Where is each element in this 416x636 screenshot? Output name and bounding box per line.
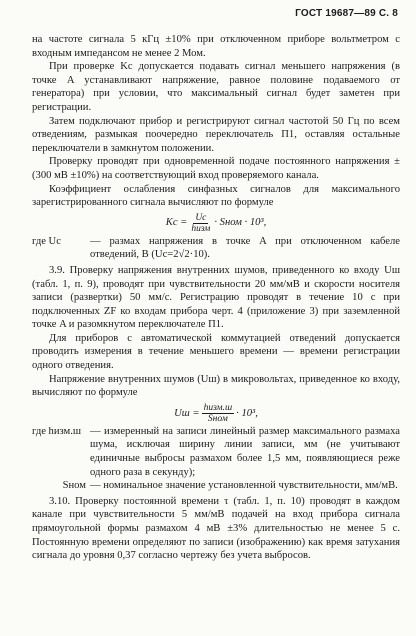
formula-ks-denominator: hизм xyxy=(191,223,211,234)
formula-ush-lhs: Uш = xyxy=(174,407,200,419)
paragraph-3: Затем подключают прибор и регистрируют сигнал частотой 50 Гц по всем отведениям, размыкая поочередно переключатель П1, оставляя остальные переключатели в замкнутом положении. xyxy=(32,115,400,154)
paragraph-1: на частоте сигнала 5 кГц ±10% при отключенном приборе вольтметром с входным импедансом не менее 2 Мом. xyxy=(32,34,400,59)
formula-ks xyxy=(32,213,400,234)
definition-snom-desc: — номинальное значение установленной чувствительности, мм/мВ. xyxy=(90,480,398,492)
formula-ks-fraction xyxy=(189,213,212,234)
formula-ks-rhs: · Sном · 10³, xyxy=(214,217,267,229)
paragraph-5: Коэффициент ослабления синфазных сигналов для максимального зарегистрированного сигнала вычисляют по формуле xyxy=(32,183,400,209)
definition-snom-term: Sном xyxy=(62,480,86,492)
paragraph-2: При проверке Kс допускается подавать сигнал меньшего напряжения (в точке A устанавливают напряжение, равное половине подаваемого от генератора) при условии, что максимальный сигнал будет заметен при регистрации. xyxy=(32,61,400,113)
definition-uc-term: где Uс xyxy=(32,235,61,247)
paragraph-3-9: 3.9. Проверку напряжения внутренних шумов, приведенного ко входу Uш (табл. 1, п. 9), проводят при чувствительности 20 мм/мВ и скорости носителя записи (развертки) 50 мм/с. Регистрацию проводят в течение 10 с при подключенных ZF ко входам прибора черт. 4 (приложение 3) при заземленной точке A и разомкнутом переключателе П1. xyxy=(32,264,400,331)
formula-ush-rhs: · 10³, xyxy=(236,407,258,419)
paragraph-3-10: 3.10. Проверку постоянной времени τ (табл. 1, п. 10) проводят в каждом канале при чувствительности 5 мм/мВ подачей на вход прибора сигнала прямоугольной формы размахом 4 мВ ±3% длительностью не менее 5 с. Постоянную времени определяют по записи (изображению) как время затухания сигнала до уровня 0,37 согласно чертежу без учета выбросов. xyxy=(32,495,400,562)
definition-uc-desc: — размах напряжения в точке A при отключенном кабеле отведений, В (Uс=2√2·10). xyxy=(90,235,400,261)
formula-ush-numerator: hизм.ш xyxy=(203,402,233,413)
definition-snom xyxy=(32,479,400,493)
definition-uc xyxy=(32,235,400,262)
formula-ush xyxy=(32,403,400,424)
paragraph-8: Напряжение внутренних шумов (Uш) в микровольтах, приведенное ко входу, вычисляют по формуле xyxy=(32,373,400,399)
definition-hizm xyxy=(32,425,400,479)
formula-ush-denominator: Sном xyxy=(207,413,228,424)
document-body xyxy=(32,33,400,563)
definition-hizm-desc: — измеренный на записи линейный размер максимального размаха шума, исключая ширину линии записи, мм (не учитывают единичные выбросы размахом более 1,5 мм, появляющиеся реже одного раза в секунду); xyxy=(90,425,400,478)
formula-ks-numerator: Uс xyxy=(195,212,207,223)
paragraph-7: Для приборов с автоматической коммутацией отведений допускается проводить измерения в течение меньшего времени — времени регистрации одного отведения. xyxy=(32,332,400,372)
formula-ush-fraction xyxy=(202,403,235,424)
page-header: ГОСТ 19687—89 С. 8 xyxy=(295,8,398,19)
formula-ks-lhs: Kс = xyxy=(165,217,188,229)
paragraph-4: Проверку проводят при одновременной подаче постоянного напряжения ±(300 мВ ±10%) на соответствующий вход проверяемого канала. xyxy=(32,156,400,181)
definition-hizm-term: где hизм.ш xyxy=(32,425,82,437)
